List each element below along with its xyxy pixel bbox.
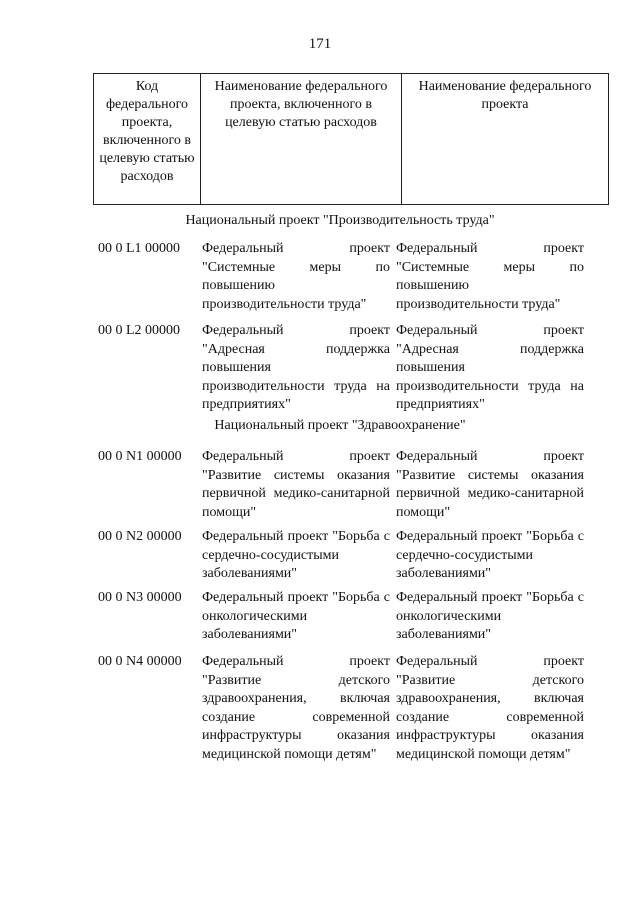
project-code: 00 0 L2 00000	[98, 323, 181, 338]
project-name-in-article: Федеральный проект "Системные меры по повышению производительности труда"	[202, 241, 390, 312]
table-header-row	[94, 74, 609, 205]
project-code: 00 0 N1 00000	[98, 449, 182, 464]
header-code-column: Код федерального проекта, включенного в целевую статью расходов	[94, 74, 201, 205]
project-name-in-article: Федеральный проект "Борьба с онкологическими заболеваниями"	[202, 590, 390, 643]
project-name: Федеральный проект "Адресная поддержка повышения производительности труда на предприятиях"	[396, 323, 584, 413]
project-name: Федеральный проект "Борьба с онкологическими заболеваниями"	[396, 590, 584, 643]
project-name-in-article: Федеральный проект "Адресная поддержка повышения производительности труда на предприятиях"	[202, 323, 390, 413]
project-name: Федеральный проект "Развитие системы оказания первичной медико-санитарной помощи"	[396, 449, 584, 520]
header-name-column: Наименование федерального проекта	[402, 74, 609, 205]
section-title-healthcare: Национальный проект "Здравоохранение"	[214, 418, 466, 433]
project-name-in-article: Федеральный проект "Борьба с сердечно-сосудистыми заболеваниями"	[202, 529, 390, 582]
project-name: Федеральный проект "Борьба с сердечно-сосудистыми заболеваниями"	[396, 529, 584, 582]
project-code: 00 0 L1 00000	[98, 241, 181, 256]
table-header	[93, 73, 609, 205]
project-name: Федеральный проект "Развитие детского здравоохранения, включая создание современной инфраструктуры оказания медицинской помощи детям"	[396, 654, 584, 762]
project-name: Федеральный проект "Системные меры по повышению производительности труда"	[396, 241, 584, 312]
section-title-productivity: Национальный проект "Производительность труда"	[185, 213, 495, 228]
project-name-in-article: Федеральный проект "Развитие детского здравоохранения, включая создание современной инфраструктуры оказания медицинской помощи детям"	[202, 654, 390, 762]
header-name-in-article-column: Наименование федерального проекта, включенного в целевую статью расходов	[201, 74, 402, 205]
project-code: 00 0 N3 00000	[98, 590, 182, 605]
project-code: 00 0 N4 00000	[98, 654, 182, 669]
project-name-in-article: Федеральный проект "Развитие системы оказания первичной медико-санитарной помощи"	[202, 449, 390, 520]
page-number: 171	[308, 36, 332, 52]
project-code: 00 0 N2 00000	[98, 529, 182, 544]
